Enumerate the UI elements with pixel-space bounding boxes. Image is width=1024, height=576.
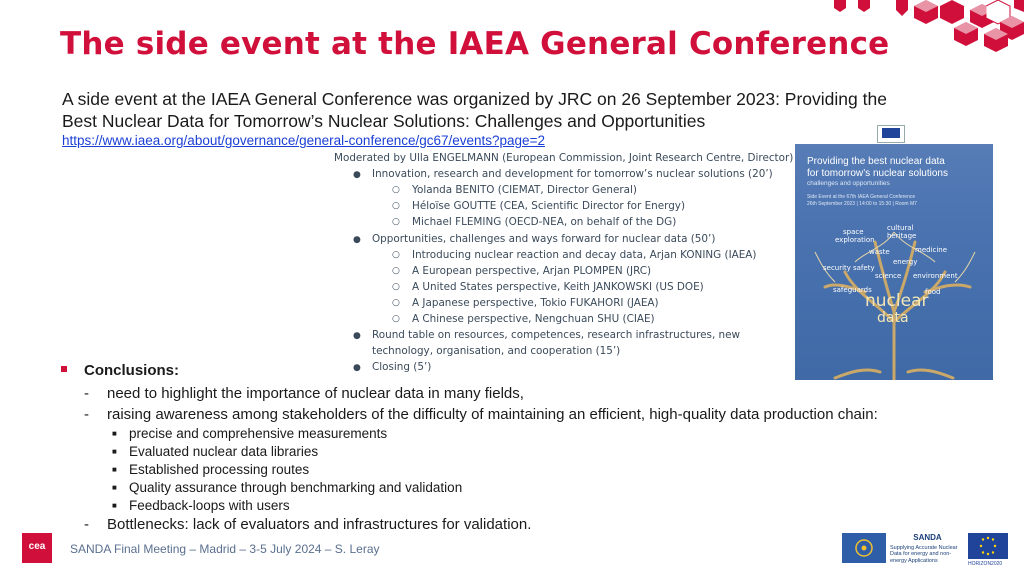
eu-flag-icon xyxy=(882,128,900,138)
horizon-label: HORIZON2020 xyxy=(968,561,1003,567)
poster-title-line: Providing the best nuclear data xyxy=(807,156,945,167)
poster-info-line: Side Event at the 67th IAEA General Conference xyxy=(807,194,916,200)
circle-bullet-icon: ○ xyxy=(392,266,400,276)
poster-info-line: 26th September 2023 | 14:00 to 15:30 | Room M7 xyxy=(807,200,917,207)
cea-logo-text: cea xyxy=(28,541,46,552)
agenda-subitem: A United States perspective, Keith JANKOWSKI (US DOE) xyxy=(412,281,704,293)
tree-word: exploration xyxy=(835,236,875,244)
nuclear-data-icon xyxy=(842,533,886,563)
cea-logo xyxy=(22,533,52,563)
square-bullet-icon: ■ xyxy=(112,501,117,510)
agenda-item: Innovation, research and development for tomorrow’s nuclear solutions (20’) xyxy=(372,168,773,180)
slide-title: The side event at the IAEA General Conference xyxy=(60,26,890,62)
agenda-item: Closing (5’) xyxy=(372,361,432,373)
event-link[interactable]: https://www.iaea.org/about/governance/general-conference/gc67/events?page=2 xyxy=(62,133,545,148)
conclusion-item: need to highlight the importance of nuclear data in many fields, xyxy=(107,385,524,402)
tree-word: environment xyxy=(913,272,958,280)
tree-word-large: data xyxy=(877,310,909,326)
agenda-screenshot xyxy=(334,150,794,375)
circle-bullet-icon: ○ xyxy=(392,185,400,195)
poster-title xyxy=(807,156,987,180)
dash-bullet-icon: - xyxy=(84,516,89,533)
poster-header xyxy=(795,122,993,144)
circle-bullet-icon: ○ xyxy=(392,201,400,211)
agenda-subitem: A Japanese perspective, Tokio FUKAHORI (JAEA) xyxy=(412,297,659,309)
tree-word-large: nuclear xyxy=(865,291,929,311)
circle-bullet-icon: ○ xyxy=(392,250,400,260)
square-bullet-icon: ■ xyxy=(112,483,117,492)
dash-bullet-icon: - xyxy=(84,406,89,423)
agenda-item: Opportunities, challenges and ways forward for nuclear data (50’) xyxy=(372,233,716,245)
sanda-logo xyxy=(890,535,965,564)
intro-line-1: A side event at the IAEA General Conference was organized by JRC on 26 September 2023: Providing the xyxy=(62,89,887,109)
conclusion-subitem: Feedback-loops with users xyxy=(129,498,290,513)
agenda-subitem: Introducing nuclear reaction and decay data, Arjan KONING (IAEA) xyxy=(412,249,757,261)
tree-word: safety xyxy=(853,264,875,272)
bullet-icon: ● xyxy=(353,170,361,180)
bullet-icon: ● xyxy=(353,235,361,245)
circle-bullet-icon: ○ xyxy=(392,298,400,308)
circle-bullet-icon: ○ xyxy=(392,282,400,292)
agenda-moderator: Moderated by Ulla ENGELMANN (European Commission, Joint Research Centre, Director) xyxy=(334,152,794,164)
conclusion-subitem: Quality assurance through benchmarking and validation xyxy=(129,480,463,495)
circle-bullet-icon: ○ xyxy=(392,314,400,324)
conclusion-subitem: Evaluated nuclear data libraries xyxy=(129,444,319,459)
tree-word: safeguards xyxy=(833,286,872,294)
tree-word: science xyxy=(875,272,902,280)
ec-logo xyxy=(877,125,905,143)
square-bullet-icon: ■ xyxy=(112,447,117,456)
intro-line-2: Best Nuclear Data for Tomorrow’s Nuclear Solutions: Challenges and Opportunities xyxy=(62,111,706,131)
agenda-subitem: Yolanda BENITO (CIEMAT, Director General) xyxy=(412,184,637,196)
nuclear-tree-illustration xyxy=(795,202,993,380)
conclusion-subitem: Established processing routes xyxy=(129,462,310,477)
agenda-item-continuation: technology, organisation, and cooperation (15’) xyxy=(372,345,621,357)
agenda-subitem: Héloïse GOUTTE (CEA, Scientific Director for Energy) xyxy=(412,200,686,212)
circle-bullet-icon: ○ xyxy=(392,217,400,227)
sanda-logo-image xyxy=(842,533,886,563)
agenda-item: Round table on resources, competences, research infrastructures, new xyxy=(372,329,741,341)
tree-word: medicine xyxy=(915,246,948,254)
tree-word: cultural xyxy=(887,224,914,232)
eu-flag-icon xyxy=(968,533,1008,559)
poster-title-line: for tomorrow’s nuclear solutions xyxy=(807,168,948,179)
tree-word: heritage xyxy=(887,232,917,240)
square-bullet-icon: ■ xyxy=(112,465,117,474)
tree-word: food xyxy=(925,288,941,296)
agenda-subitem: Michael FLEMING (OECD-NEA, on behalf of the DG) xyxy=(412,216,677,228)
agenda-subitem: A European perspective, Arjan PLOMPEN (JRC) xyxy=(412,265,652,277)
bullet-icon: ● xyxy=(353,363,361,373)
dash-bullet-icon: - xyxy=(84,385,89,402)
red-square-bullet-icon xyxy=(61,366,67,372)
conclusion-subitem: precise and comprehensive measurements xyxy=(129,426,388,441)
tree-word: energy xyxy=(893,258,918,266)
conclusion-item: raising awareness among stakeholders of the difficulty of maintaining an efficient, high-quality data production chain: xyxy=(107,406,878,423)
poster-subtitle: challenges and opportunities xyxy=(807,180,890,187)
tree-word: waste xyxy=(869,248,890,256)
tree-word: security xyxy=(823,264,851,272)
footer-text: SANDA Final Meeting – Madrid – 3-5 July 2024 – S. Leray xyxy=(70,542,380,556)
conclusions-heading: Conclusions: xyxy=(84,362,180,379)
event-poster xyxy=(795,122,993,380)
tree-word: space xyxy=(843,228,864,236)
square-bullet-icon: ■ xyxy=(112,429,117,438)
agenda-subitem: A Chinese perspective, Nengchuan SHU (CIAE) xyxy=(412,313,655,325)
decorative-cubes xyxy=(834,0,1024,52)
sanda-tagline: Supplying Accurate Nuclear Data for energy and non-energy Applications xyxy=(890,544,958,564)
bullet-icon: ● xyxy=(353,331,361,341)
sanda-name: SANDA xyxy=(913,533,942,542)
conclusion-item: Bottlenecks: lack of evaluators and infrastructures for validation. xyxy=(107,516,532,533)
